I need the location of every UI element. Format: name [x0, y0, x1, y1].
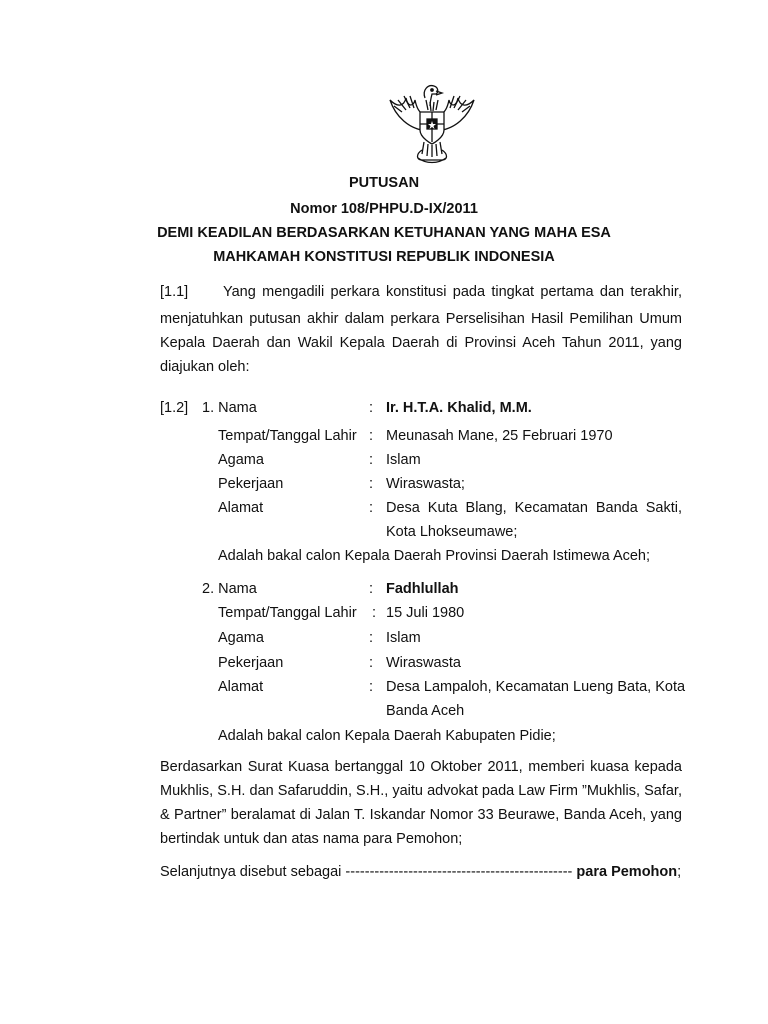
colon: : [369, 581, 374, 597]
colon: : [369, 630, 374, 646]
person2-address-line-1: Desa Lampaloh, Kecamatan Lueng Bata, Kota [386, 679, 686, 695]
person2-occupation-label: Pekerjaan [218, 655, 284, 671]
person2-address-line-2: Banda Aceh [386, 703, 465, 719]
person1-birth-label: Tempat/Tanggal Lahir [218, 428, 357, 444]
garuda-emblem-icon [382, 78, 482, 168]
person1-address-line-1: Desa Kuta Blang, Kecamatan Banda Sakti, [386, 500, 682, 516]
person2-note: Adalah bakal calon Kepala Daerah Kabupaten Pidie; [218, 728, 556, 744]
heading-line-3: DEMI KEADILAN BERDASARKAN KETUHANAN YANG MAHA ESA [157, 225, 611, 241]
person2-name-label: 2. Nama [202, 581, 257, 597]
person1-note: Adalah bakal calon Kepala Daerah Provinsi Daerah Istimewa Aceh; [218, 548, 651, 564]
paragraph-1-1-line-3: Kepala Daerah dan Wakil Kepala Daerah di Provinsi Aceh Tahun 2011, yang [160, 335, 682, 351]
person1-religion-value: Islam [386, 452, 421, 468]
person2-name-value: Fadhlullah [386, 581, 459, 597]
colon: : [369, 452, 374, 468]
designation-term: para Pemohon [576, 864, 678, 880]
decision-title: PUTUSAN [348, 175, 420, 191]
person1-birth-value: Meunasah Mane, 25 Februari 1970 [386, 428, 613, 444]
person1-religion-label: Agama [218, 452, 264, 468]
person2-religion-label: Agama [218, 630, 264, 646]
person2-religion-value: Islam [386, 630, 421, 646]
colon: : [369, 500, 374, 516]
person2-birth-label: Tempat/Tanggal Lahir [218, 605, 357, 621]
colon: : [369, 428, 374, 444]
colon: : [369, 400, 374, 416]
power-of-attorney-line-3: & Partner” beralamat di Jalan T. Iskandar Nomor 33 Beurawe, Banda Aceh, yang [160, 807, 682, 823]
person1-name-value: Ir. H.T.A. Khalid, M.M. [386, 400, 532, 416]
person2-address-label: Alamat [218, 679, 264, 695]
section-number-1-1: [1.1] [160, 284, 189, 300]
person1-address-label: Alamat [218, 500, 264, 516]
colon: : [369, 655, 374, 671]
person1-name-label: 1. Nama [202, 400, 257, 416]
person2-birth-value: 15 Juli 1980 [386, 605, 465, 621]
colon: : [369, 476, 374, 492]
person2-occupation-value: Wiraswasta [386, 655, 461, 671]
section-number-1-2: [1.2] [160, 400, 189, 416]
designation-end: ; [677, 864, 682, 880]
colon: : [372, 605, 377, 621]
power-of-attorney-line-1: Berdasarkan Surat Kuasa bertanggal 10 Oktober 2011, memberi kuasa kepada [160, 759, 682, 775]
decision-number: Nomor 108/PHPU.D-IX/2011 [290, 201, 478, 217]
person1-occupation-label: Pekerjaan [218, 476, 284, 492]
designation-prefix: Selanjutnya disebut sebagai [160, 864, 342, 880]
power-of-attorney-line-4: bertindak untuk dan atas nama para Pemohon; [160, 831, 463, 847]
heading-line-4: MAHKAMAH KONSTITUSI REPUBLIK INDONESIA [213, 249, 555, 265]
colon: : [369, 679, 374, 695]
designation-line [160, 864, 682, 880]
designation-dashes: ----------------------------------------------- [345, 864, 573, 880]
paragraph-1-1-line-4: diajukan oleh: [160, 359, 250, 375]
person1-occupation-value: Wiraswasta; [386, 476, 465, 492]
paragraph-1-1-line-2: menjatuhkan putusan akhir dalam perkara Perselisihan Hasil Pemilihan Umum [160, 311, 682, 327]
power-of-attorney-line-2: Mukhlis, S.H. dan Safaruddin, S.H., yaitu advokat pada Law Firm ”Mukhlis, Safar, [160, 783, 682, 799]
paragraph-1-1-line-1: Yang mengadili perkara konstitusi pada tingkat pertama dan terakhir, [223, 284, 682, 300]
person1-address-line-2: Kota Lhokseumawe; [386, 524, 518, 540]
